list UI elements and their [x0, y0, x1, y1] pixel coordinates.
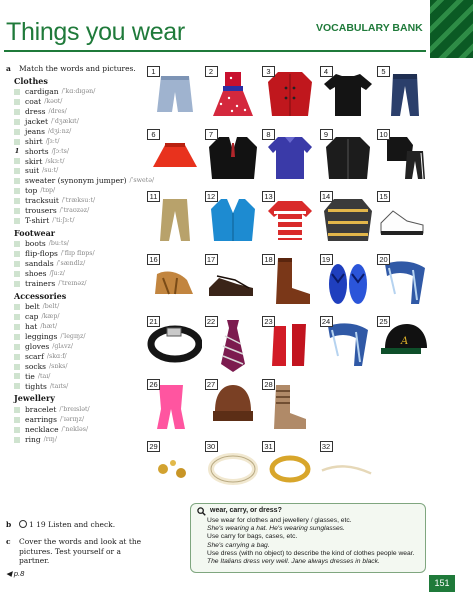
- pronunciation: /ˈleɡɪŋz/: [60, 333, 86, 341]
- picture-number: 25: [377, 316, 390, 327]
- info-box-header: [197, 507, 419, 516]
- picture-number: 4: [320, 66, 333, 77]
- picture-item: [147, 316, 202, 374]
- picture-item: [147, 66, 202, 124]
- vocab-word: dress: [25, 107, 46, 117]
- word-item: [14, 137, 144, 147]
- picture-item: [320, 129, 375, 187]
- picture-number: 5: [377, 66, 390, 77]
- picture-item: [147, 441, 202, 499]
- word-item: [14, 186, 144, 196]
- answer-box[interactable]: [14, 407, 20, 413]
- info-example: The Italians dress very well. Jane always dresses in black.: [207, 558, 380, 566]
- pronunciation: /ˈnekləs/: [61, 425, 89, 433]
- word-item: [14, 107, 144, 117]
- picture-item: [377, 129, 432, 187]
- word-item: [14, 372, 144, 382]
- answer-box[interactable]: [14, 218, 20, 224]
- word-item: [14, 166, 144, 176]
- vocab-word: cardigan: [25, 87, 59, 97]
- vocab-word: flip-flops: [25, 249, 58, 259]
- word-item: [14, 196, 144, 206]
- picture-item: [377, 66, 432, 124]
- word-item: [14, 176, 155, 186]
- vocab-word: hat: [25, 322, 38, 332]
- instruction-text: Match the words and pictures.: [19, 64, 136, 73]
- picture-number: 24: [320, 316, 333, 327]
- info-rule: Use wear for clothes and jewellery / glasses, etc.: [207, 517, 352, 524]
- word-item: [14, 117, 144, 127]
- pronunciation: /belt/: [42, 303, 60, 311]
- info-example: She's wearing a hat. He's wearing sunglasses.: [207, 525, 345, 533]
- picture-item: [262, 379, 317, 437]
- answer-box[interactable]: [14, 241, 20, 247]
- picture-item: [147, 129, 202, 187]
- pronunciation: /ʃuːz/: [49, 270, 65, 278]
- picture-item: [262, 441, 317, 499]
- answer-box[interactable]: [14, 354, 20, 360]
- answer-box[interactable]: [14, 198, 20, 204]
- word-item: [14, 279, 144, 289]
- answer-box[interactable]: [14, 109, 20, 115]
- pronunciation: /dʒiːnz/: [47, 127, 72, 135]
- answer-box[interactable]: [14, 251, 20, 257]
- pronunciation: /ˈɪərɪŋz/: [59, 415, 85, 423]
- audio-track: 1 19: [29, 520, 46, 529]
- picture-item: [147, 379, 202, 437]
- info-box-title: wear, carry, or dress?: [210, 507, 282, 515]
- answer-box[interactable]: [14, 334, 20, 340]
- vocab-word: skirt: [25, 156, 43, 166]
- vocab-word: belt: [25, 302, 40, 312]
- picture-number: 29: [147, 441, 160, 452]
- answer-box[interactable]: [14, 208, 20, 214]
- pronunciation: /ɡlʌvz/: [52, 343, 73, 350]
- answer-box[interactable]: [14, 188, 20, 194]
- picture-item: [320, 254, 375, 312]
- picture-number: 31: [262, 441, 275, 452]
- vocab-word: tie: [25, 371, 35, 381]
- answer-box[interactable]: [14, 99, 20, 105]
- category-title: Jewellery: [14, 393, 55, 404]
- picture-number: 17: [205, 254, 218, 265]
- vocab-word: trainers: [25, 278, 56, 288]
- word-item: [14, 435, 144, 445]
- picture-item: [205, 129, 260, 187]
- info-rule: Use dress (with no object) to describe the kind of clothes people wear.: [207, 549, 415, 557]
- word-item: [14, 97, 144, 107]
- word-item: [14, 206, 144, 216]
- vocab-word: T-shirt: [25, 215, 50, 225]
- picture-number: 16: [147, 254, 160, 265]
- vocab-word: jacket: [25, 117, 48, 126]
- picture-number: 1: [147, 66, 160, 77]
- picture-number: 6: [147, 129, 160, 140]
- picture-number: 26: [147, 379, 160, 390]
- word-item: [14, 312, 144, 322]
- picture-item: [320, 316, 375, 374]
- vocab-word: bracelet: [25, 405, 57, 415]
- picture-item: [262, 191, 317, 249]
- page-number: 151: [429, 575, 455, 592]
- answer-box[interactable]: [14, 344, 20, 350]
- corner-stripe-decoration: [430, 0, 473, 58]
- picture-number: 11: [147, 191, 160, 202]
- pronunciation: /ˈkɑːdɪɡən/: [61, 88, 96, 96]
- word-item: [14, 362, 144, 372]
- picture-item: [377, 191, 432, 249]
- pronunciation: /ˈtiːʃɜːt/: [52, 216, 75, 224]
- pronunciation: /taɪ/: [37, 372, 51, 380]
- vocab-word: boots: [25, 239, 46, 249]
- vocab-word: jeans: [25, 126, 45, 136]
- picture-number: 32: [320, 441, 333, 452]
- picture-number: 20: [377, 254, 390, 265]
- word-item: [14, 239, 144, 249]
- pronunciation: /ˈbreɪslət/: [59, 406, 90, 414]
- word-item: [14, 302, 144, 312]
- word-item: [14, 332, 144, 342]
- vocab-word: coat: [25, 97, 42, 107]
- category-title: Accessories: [14, 290, 67, 301]
- answer-box[interactable]: [14, 178, 20, 184]
- word-item: [14, 415, 144, 425]
- page-title: Things you wear: [6, 18, 185, 46]
- pronunciation: /taɪts/: [49, 382, 69, 390]
- picture-number: 22: [205, 316, 218, 327]
- vocab-word: gloves: [25, 342, 50, 351]
- word-item: [14, 147, 144, 157]
- answer-box[interactable]: [14, 314, 20, 320]
- info-box: [190, 503, 426, 573]
- picture-item: [205, 66, 260, 124]
- word-item: [14, 249, 144, 259]
- answer-box[interactable]: [14, 271, 20, 277]
- exercise-b: [6, 520, 115, 529]
- magnifier-icon: [197, 507, 206, 516]
- page-ref-text: p.8: [13, 569, 25, 578]
- section-title: VOCABULARY BANK: [316, 22, 423, 34]
- answer-box[interactable]: [14, 129, 20, 135]
- picture-item: [262, 254, 317, 312]
- picture-number: 10: [377, 129, 390, 140]
- pronunciation: /ˈflɪp flɒps/: [60, 250, 95, 258]
- vocab-word: tracksuit: [25, 196, 59, 206]
- picture-item: [205, 316, 260, 374]
- instruction-text: Listen and check.: [48, 520, 116, 529]
- vocab-word: socks: [25, 361, 46, 371]
- word-item: [14, 156, 144, 166]
- picture-grid: [147, 66, 435, 496]
- exercise-a-instruction: [6, 64, 144, 74]
- answer-box[interactable]: 1: [14, 147, 20, 156]
- answer-box[interactable]: [14, 139, 20, 145]
- picture-item: [262, 316, 317, 374]
- picture-item: [262, 66, 317, 124]
- answer-box[interactable]: [14, 383, 20, 389]
- category-title: Clothes: [14, 75, 48, 86]
- vocab-word: shirt: [25, 136, 43, 146]
- picture-item: [377, 254, 432, 312]
- word-item: [14, 352, 144, 362]
- picture-number: 21: [147, 316, 160, 327]
- picture-item: [205, 441, 260, 499]
- picture-item: [320, 441, 432, 499]
- picture-item: [205, 191, 260, 249]
- pronunciation: /tɒp/: [40, 187, 56, 195]
- vocab-word: ring: [25, 434, 41, 444]
- answer-box[interactable]: [14, 364, 20, 370]
- picture-number: 12: [205, 191, 218, 202]
- answer-box[interactable]: [14, 437, 20, 443]
- picture-number: 3: [262, 66, 275, 77]
- picture-number: 15: [377, 191, 390, 202]
- exercise-b-text: [19, 520, 115, 529]
- answer-box[interactable]: [14, 417, 20, 423]
- pronunciation: /ˈtraʊzəz/: [59, 207, 90, 215]
- picture-number: 28: [262, 379, 275, 390]
- word-item: [14, 425, 144, 435]
- pronunciation: /ʃɔːts/: [51, 147, 70, 155]
- page-reference[interactable]: ◀ p.8: [6, 569, 25, 578]
- vocab-word: shoes: [25, 269, 47, 279]
- pronunciation: /ʃɜːt/: [45, 137, 60, 145]
- pronunciation: /ˈswetə/: [129, 177, 155, 185]
- picture-item: [205, 379, 260, 437]
- picture-number: 7: [205, 129, 218, 140]
- vocab-word: cap: [25, 312, 39, 322]
- vocab-word: sweater (synonym jumper): [25, 176, 127, 186]
- answer-box[interactable]: [14, 304, 20, 310]
- word-item: [14, 381, 144, 391]
- info-rule: Use carry for bags, cases, etc.: [207, 533, 298, 541]
- pronunciation: /kæp/: [41, 313, 60, 321]
- word-item: [14, 259, 144, 269]
- exercise-letter: c: [6, 537, 11, 546]
- picture-item: [377, 316, 432, 374]
- picture-number: 30: [205, 441, 218, 452]
- picture-number: 8: [262, 129, 275, 140]
- vocab-word: leggings: [25, 332, 58, 342]
- picture-number: 23: [262, 316, 275, 327]
- answer-box[interactable]: [14, 324, 20, 330]
- picture-number: 14: [320, 191, 333, 202]
- pronunciation: /skɜːt/: [45, 157, 65, 165]
- svg-text:A: A: [401, 336, 409, 347]
- vocab-word: sandals: [25, 259, 54, 269]
- pronunciation: /hæt/: [40, 323, 58, 331]
- vocab-word: top: [25, 186, 38, 196]
- word-item: [14, 269, 144, 279]
- word-item: [14, 322, 144, 332]
- pronunciation: /sɒks/: [48, 362, 68, 370]
- pronunciation: /rɪŋ/: [43, 435, 57, 443]
- pronunciation: /ˈtræksuːt/: [61, 197, 96, 205]
- audio-icon[interactable]: [19, 520, 27, 528]
- exercise-letter: b: [6, 520, 12, 529]
- picture-item: [147, 254, 202, 312]
- info-example: She's carrying a bag.: [207, 541, 270, 549]
- picture-number: 27: [205, 379, 218, 390]
- answer-box[interactable]: [14, 89, 20, 95]
- category-title: Footwear: [14, 227, 55, 238]
- vocab-word: scarf: [25, 351, 44, 361]
- answer-box[interactable]: [14, 373, 20, 379]
- pronunciation: /ˈtreɪnəz/: [58, 279, 87, 287]
- vocab-word: earrings: [25, 414, 57, 424]
- answer-box[interactable]: [14, 261, 20, 267]
- pronunciation: /kəʊt/: [44, 98, 63, 106]
- vocab-word: shorts: [25, 146, 49, 156]
- picture-number: 18: [262, 254, 275, 265]
- pronunciation: /ˈsændlz/: [56, 260, 86, 268]
- answer-box[interactable]: [14, 158, 20, 164]
- answer-box[interactable]: [14, 168, 20, 174]
- vocab-word: necklace: [25, 424, 59, 434]
- pronunciation: /dres/: [48, 108, 67, 116]
- answer-box[interactable]: [14, 119, 20, 125]
- word-item: [14, 405, 144, 415]
- picture-number: 2: [205, 66, 218, 77]
- pronunciation: /ˈdʒækɪt/: [51, 118, 79, 125]
- pronunciation: /suːt/: [42, 167, 59, 175]
- word-item: [14, 216, 144, 226]
- picture-item: [205, 254, 260, 312]
- vocab-word: tights: [25, 381, 47, 391]
- pronunciation: /buːts/: [48, 240, 69, 248]
- picture-item: [320, 66, 375, 124]
- exercise-c: [6, 537, 144, 566]
- answer-box[interactable]: [14, 281, 20, 287]
- picture-item: [320, 191, 375, 249]
- picture-number: 13: [262, 191, 275, 202]
- title-divider: [4, 50, 426, 52]
- picture-item: [147, 191, 202, 249]
- pronunciation: /skɑːf/: [46, 352, 67, 360]
- instruction-text: Cover the words and look at the pictures. Test yourself or a partner.: [19, 537, 142, 565]
- word-item: [14, 127, 144, 137]
- vocab-word: suit: [25, 166, 40, 176]
- word-item: [14, 342, 144, 352]
- answer-box[interactable]: [14, 427, 20, 433]
- word-item: [14, 87, 144, 97]
- picture-number: 9: [320, 129, 333, 140]
- vocab-word: trousers: [25, 206, 57, 216]
- picture-item: [262, 129, 317, 187]
- exercise-letter: a: [6, 64, 11, 73]
- picture-number: 19: [320, 254, 333, 265]
